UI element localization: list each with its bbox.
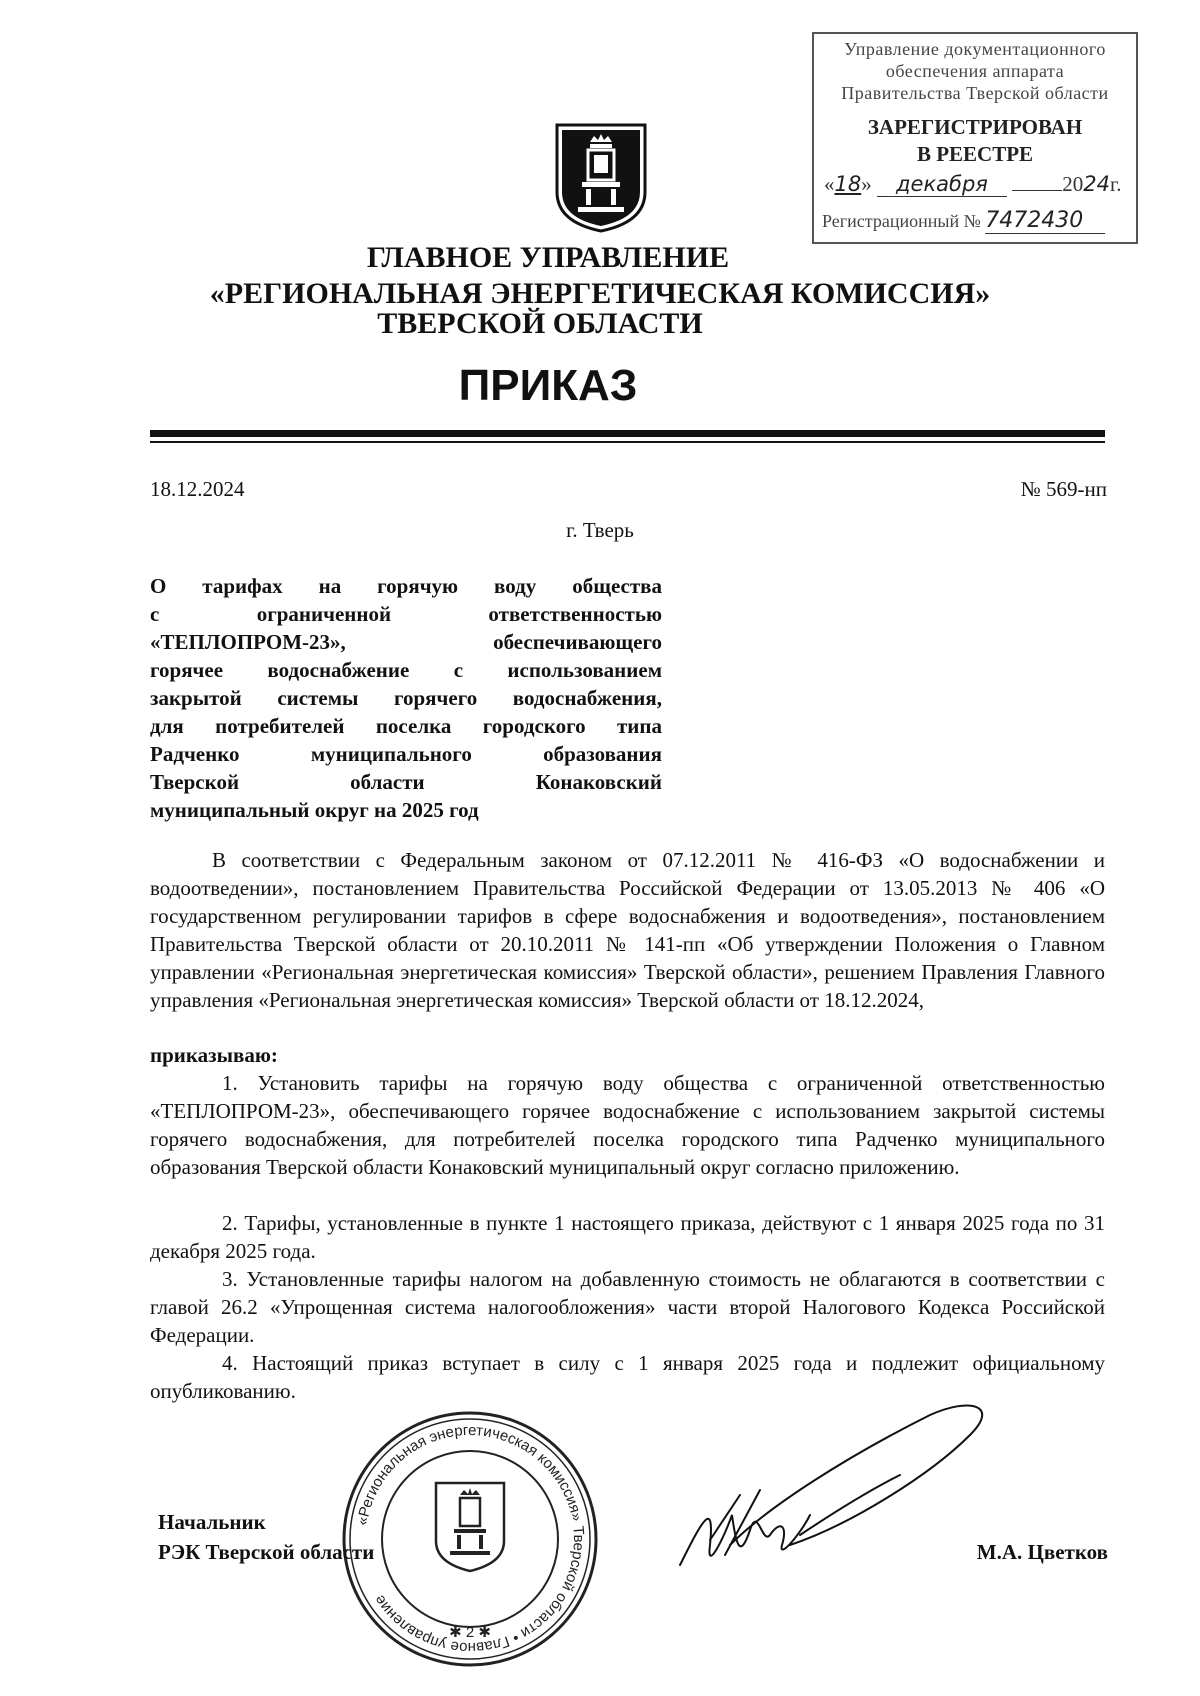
document-number: № 569-нп — [1020, 477, 1107, 501]
signatory-post-line-2: РЭК Тверской области — [158, 1540, 375, 1564]
subject-line: муниципальный округ на 2025 год — [150, 798, 479, 822]
header-divider-thick — [150, 430, 1105, 437]
subject-line: с ограниченной ответственностью — [150, 602, 662, 626]
stamp-reg-label: Регистрационный № — [822, 211, 981, 231]
document-subject — [150, 572, 662, 824]
signatory-post — [158, 1507, 374, 1567]
document-date: 18.12.2024 — [150, 477, 245, 501]
org-name-line-1: ГЛАВНОЕ УПРАВЛЕНИЕ — [366, 241, 730, 274]
stamp-month: декабря — [877, 172, 1007, 197]
stamp-reg-number: 7472430 — [985, 208, 1105, 234]
stamp-line-2: обеспечения аппарата — [885, 61, 1065, 81]
signatory-name: М.А. Цветков — [976, 1540, 1108, 1564]
coat-of-arms-icon — [554, 122, 648, 234]
order-item-3: 3. Установленные тарифы налогом на добавленную стоимость не облагаются в соответствии с главой 26.2 «Упрощенная система налогообложения» части второй Налогового Кодекса Российской Федерации. — [150, 1267, 1105, 1347]
official-seal-icon — [340, 1405, 600, 1673]
order-item-2: 2. Тарифы, установленные в пункте 1 настоящего приказа, действуют с 1 января 2025 года по 31 декабря 2025 года. — [150, 1211, 1105, 1263]
signatory-post-line-1: Начальник — [158, 1510, 266, 1534]
preamble-paragraph: В соответствии с Федеральным законом от 07.12.2011 № 416-ФЗ «О водоснабжении и водоотведении», постановлением Правительства Российской Федерации от 13.05.2013 № 406 «О государственном регулировании тарифов в сфере водоснабжения и водоотведения», постановлением Правительства Тверской области от 20.10.2011 № 141-пп «Об утверждении Положения о Главном управлении «Региональная энергетическая комиссия» Тверской области», решением Правления Главного управления «Региональная энергетическая комиссия» Тверской области от 18.12.2024, — [150, 848, 1105, 1012]
stamp-status-1: ЗАРЕГИСТРИРОВАН — [867, 115, 1083, 139]
header-divider-thin — [150, 441, 1105, 443]
registration-stamp — [812, 32, 1138, 244]
document-city: г. Тверь — [566, 518, 634, 542]
stamp-line-3: Правительства Тверской области — [841, 83, 1109, 103]
stamp-date-line: «18» декабря 2024г. — [824, 172, 1122, 196]
stamp-line-1: Управление документационного — [844, 39, 1106, 59]
subject-line: О тарифах на горячую воду общества — [150, 574, 662, 598]
subject-line: закрытой системы горячего водоснабжения, — [150, 686, 662, 710]
stamp-year-suffix: 24 — [1083, 172, 1110, 196]
document-type-title: ПРИКАЗ — [458, 361, 638, 410]
handwritten-signature-icon — [670, 1395, 1030, 1605]
seal-ring-text: «Региональная энергетическая комиссия» Тверской области • Главное управление — [353, 1421, 588, 1657]
subject-line: Радченко муниципального образования — [150, 742, 662, 766]
subject-line: «ТЕПЛОПРОМ-23», обеспечивающего — [150, 630, 662, 654]
order-item-1: 1. Установить тарифы на горячую воду общества с ограниченной ответственностью «ТЕПЛОПРОМ-23», обеспечивающего горячее водоснабжение с использованием закрытой системы горячего водоснабжения, для потребителей поселка городского типа Радченко муниципального образования Тверской области Конаковский муниципальный округ согласно приложению. — [150, 1071, 1105, 1179]
org-name-line-2: «РЕГИОНАЛЬНАЯ ЭНЕРГЕТИЧЕСКАЯ КОМИССИЯ» — [209, 277, 991, 310]
stamp-reg-line — [822, 208, 1136, 234]
order-item-4: 4. Настоящий приказ вступает в силу с 1 января 2025 года и подлежит официальному опубликованию. — [150, 1351, 1105, 1403]
stamp-status-2: В РЕЕСТРЕ — [916, 142, 1034, 166]
stamp-year-prefix: 20 — [1062, 172, 1084, 196]
org-name-line-3: ТВЕРСКОЙ ОБЛАСТИ — [377, 307, 703, 340]
subject-line: для потребителей поселка городского типа — [150, 714, 662, 738]
stamp-day: 18 — [834, 172, 862, 196]
subject-line: Тверской области Конаковский — [150, 770, 662, 794]
seal-bottom-text: ✱ 2 ✱ — [449, 1624, 491, 1641]
order-word: приказываю: — [150, 1043, 278, 1067]
subject-line: горячее водоснабжение с использованием — [150, 658, 662, 682]
